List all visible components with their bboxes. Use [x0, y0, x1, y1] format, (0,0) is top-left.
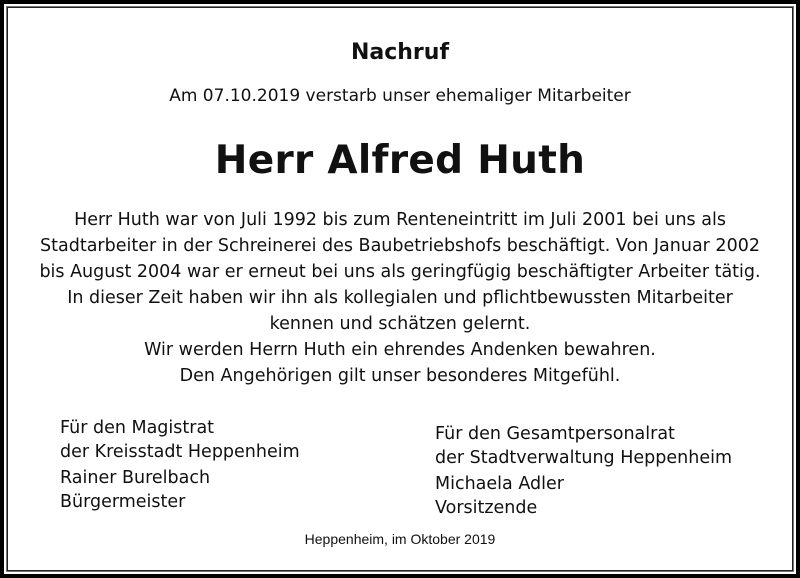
body-line: Wir werden Herrn Huth ein ehrendes Andenken bewahren. [144, 340, 656, 360]
signature-line: Für den Magistrat [60, 418, 215, 438]
body-text [0, 207, 800, 389]
signature-role: Bürgermeister [60, 492, 186, 512]
notice-title: Nachruf [350, 40, 450, 65]
place-date: Heppenheim, im Oktober 2019 [304, 531, 496, 547]
signature-line: der Stadtverwaltung Heppenheim [435, 448, 732, 468]
body-line: Den Angehörigen gilt unser besonderes Mitgefühl. [179, 366, 621, 386]
body-line: Stadtarbeiter in der Schreinerei des Baubetriebshofs beschäftigt. Von Januar 2002 [40, 236, 760, 256]
signature-right [435, 422, 732, 520]
signature-name: Rainer Burelbach [60, 468, 211, 488]
body-line: Herr Huth war von Juli 1992 bis zum Renteneintritt im Juli 2001 bei uns als [74, 210, 726, 230]
signature-name: Michaela Adler [435, 474, 564, 494]
deceased-name: Herr Alfred Huth [214, 138, 586, 183]
signature-left [60, 416, 300, 514]
signature-role: Vorsitzende [435, 498, 538, 518]
signature-line: Für den Gesamtpersonalrat [435, 424, 675, 444]
signature-line: der Kreisstadt Heppenheim [60, 442, 300, 462]
body-line: kennen und schätzen gelernt. [269, 314, 531, 334]
body-line: bis August 2004 war er erneut bei uns als geringfügig beschäftigter Arbeiter tätig. [39, 262, 761, 282]
body-line: In dieser Zeit haben wir ihn als kollegialen und pflichtbewussten Mitarbeiter [67, 288, 733, 308]
intro-line: Am 07.10.2019 verstarb unser ehemaliger Mitarbeiter [169, 86, 631, 106]
